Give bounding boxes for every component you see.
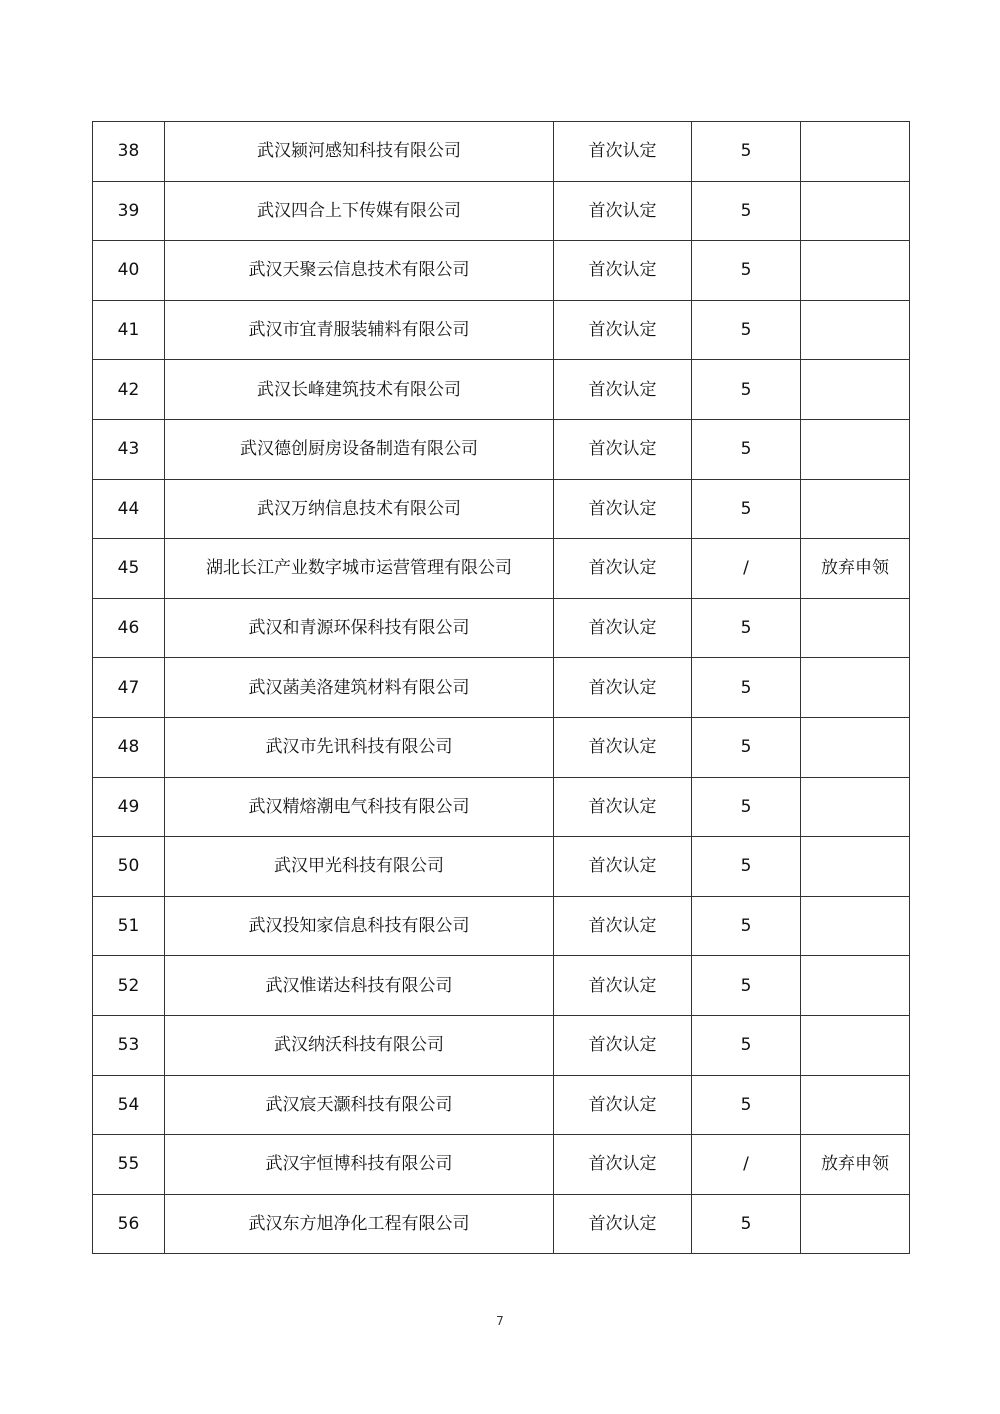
remark-cell <box>801 1194 910 1254</box>
row-number-cell: 38 <box>93 122 165 182</box>
amount-cell: 5 <box>692 419 801 479</box>
company-name-cell: 武汉菡美洛建筑材料有限公司 <box>165 658 554 718</box>
remark-cell <box>801 777 910 837</box>
company-name-cell: 武汉市宜青服装辅料有限公司 <box>165 300 554 360</box>
remark-cell <box>801 241 910 301</box>
table-row <box>93 1135 910 1195</box>
company-name-cell: 武汉颍河感知科技有限公司 <box>165 122 554 182</box>
amount-cell: 5 <box>692 300 801 360</box>
amount-cell: 5 <box>692 1015 801 1075</box>
recognition-type-cell: 首次认定 <box>554 1135 692 1195</box>
recognition-type-cell: 首次认定 <box>554 122 692 182</box>
row-number-cell: 40 <box>93 241 165 301</box>
recognition-type-cell: 首次认定 <box>554 1075 692 1135</box>
company-name-cell: 湖北长江产业数字城市运营管理有限公司 <box>165 539 554 599</box>
company-name-cell: 武汉纳沃科技有限公司 <box>165 1015 554 1075</box>
remark-cell <box>801 300 910 360</box>
recognition-type-cell: 首次认定 <box>554 837 692 897</box>
remark-cell: 放弃申领 <box>801 539 910 599</box>
row-number-cell: 41 <box>93 300 165 360</box>
table-row <box>93 300 910 360</box>
recognition-type-cell: 首次认定 <box>554 598 692 658</box>
remark-cell <box>801 956 910 1016</box>
row-number-cell: 45 <box>93 539 165 599</box>
remark-cell <box>801 181 910 241</box>
company-name-cell: 武汉万纳信息技术有限公司 <box>165 479 554 539</box>
row-number-cell: 42 <box>93 360 165 420</box>
table-row <box>93 419 910 479</box>
recognition-type-cell: 首次认定 <box>554 1015 692 1075</box>
company-name-cell: 武汉投知家信息科技有限公司 <box>165 896 554 956</box>
amount-cell: 5 <box>692 1075 801 1135</box>
company-table <box>92 121 910 1254</box>
recognition-type-cell: 首次认定 <box>554 1194 692 1254</box>
row-number-cell: 50 <box>93 837 165 897</box>
remark-cell <box>801 837 910 897</box>
remark-cell <box>801 1075 910 1135</box>
recognition-type-cell: 首次认定 <box>554 896 692 956</box>
company-name-cell: 武汉甲光科技有限公司 <box>165 837 554 897</box>
row-number-cell: 43 <box>93 419 165 479</box>
amount-cell: 5 <box>692 896 801 956</box>
recognition-type-cell: 首次认定 <box>554 658 692 718</box>
remark-cell <box>801 360 910 420</box>
company-name-cell: 武汉宇恒博科技有限公司 <box>165 1135 554 1195</box>
row-number-cell: 44 <box>93 479 165 539</box>
amount-cell: 5 <box>692 122 801 182</box>
company-name-cell: 武汉东方旭净化工程有限公司 <box>165 1194 554 1254</box>
row-number-cell: 55 <box>93 1135 165 1195</box>
row-number-cell: 51 <box>93 896 165 956</box>
row-number-cell: 46 <box>93 598 165 658</box>
company-name-cell: 武汉长峰建筑技术有限公司 <box>165 360 554 420</box>
recognition-type-cell: 首次认定 <box>554 241 692 301</box>
amount-cell: 5 <box>692 956 801 1016</box>
company-name-cell: 武汉德创厨房设备制造有限公司 <box>165 419 554 479</box>
amount-cell: 5 <box>692 717 801 777</box>
remark-cell <box>801 479 910 539</box>
table-row <box>93 777 910 837</box>
row-number-cell: 53 <box>93 1015 165 1075</box>
amount-cell: 5 <box>692 181 801 241</box>
table-row <box>93 658 910 718</box>
amount-cell: 5 <box>692 777 801 837</box>
company-name-cell: 武汉天聚云信息技术有限公司 <box>165 241 554 301</box>
remark-cell <box>801 717 910 777</box>
company-name-cell: 武汉市先讯科技有限公司 <box>165 717 554 777</box>
table-row <box>93 717 910 777</box>
remark-cell <box>801 658 910 718</box>
row-number-cell: 52 <box>93 956 165 1016</box>
table-row <box>93 479 910 539</box>
recognition-type-cell: 首次认定 <box>554 360 692 420</box>
table-row <box>93 1075 910 1135</box>
recognition-type-cell: 首次认定 <box>554 181 692 241</box>
page-number: 7 <box>496 1314 504 1328</box>
company-name-cell: 武汉精熔潮电气科技有限公司 <box>165 777 554 837</box>
row-number-cell: 39 <box>93 181 165 241</box>
amount-cell: 5 <box>692 837 801 897</box>
amount-cell: / <box>692 539 801 599</box>
recognition-type-cell: 首次认定 <box>554 539 692 599</box>
row-number-cell: 48 <box>93 717 165 777</box>
amount-cell: 5 <box>692 479 801 539</box>
recognition-type-cell: 首次认定 <box>554 956 692 1016</box>
table-row <box>93 181 910 241</box>
table-row <box>93 360 910 420</box>
table-row <box>93 539 910 599</box>
company-table-body <box>93 122 910 1254</box>
recognition-type-cell: 首次认定 <box>554 479 692 539</box>
amount-cell: 5 <box>692 598 801 658</box>
table-row <box>93 956 910 1016</box>
row-number-cell: 49 <box>93 777 165 837</box>
recognition-type-cell: 首次认定 <box>554 300 692 360</box>
remark-cell <box>801 122 910 182</box>
remark-cell: 放弃申领 <box>801 1135 910 1195</box>
amount-cell: 5 <box>692 241 801 301</box>
remark-cell <box>801 598 910 658</box>
remark-cell <box>801 1015 910 1075</box>
company-name-cell: 武汉和青源环保科技有限公司 <box>165 598 554 658</box>
amount-cell: 5 <box>692 1194 801 1254</box>
amount-cell: / <box>692 1135 801 1195</box>
row-number-cell: 56 <box>93 1194 165 1254</box>
recognition-type-cell: 首次认定 <box>554 419 692 479</box>
table-row <box>93 598 910 658</box>
company-name-cell: 武汉四合上下传媒有限公司 <box>165 181 554 241</box>
table-row <box>93 1194 910 1254</box>
company-name-cell: 武汉宸天灏科技有限公司 <box>165 1075 554 1135</box>
table-row <box>93 896 910 956</box>
recognition-type-cell: 首次认定 <box>554 717 692 777</box>
remark-cell <box>801 419 910 479</box>
table-row <box>93 1015 910 1075</box>
table-row <box>93 837 910 897</box>
company-name-cell: 武汉惟诺达科技有限公司 <box>165 956 554 1016</box>
amount-cell: 5 <box>692 658 801 718</box>
amount-cell: 5 <box>692 360 801 420</box>
recognition-type-cell: 首次认定 <box>554 777 692 837</box>
row-number-cell: 47 <box>93 658 165 718</box>
remark-cell <box>801 896 910 956</box>
table-row <box>93 241 910 301</box>
table-row <box>93 122 910 182</box>
row-number-cell: 54 <box>93 1075 165 1135</box>
